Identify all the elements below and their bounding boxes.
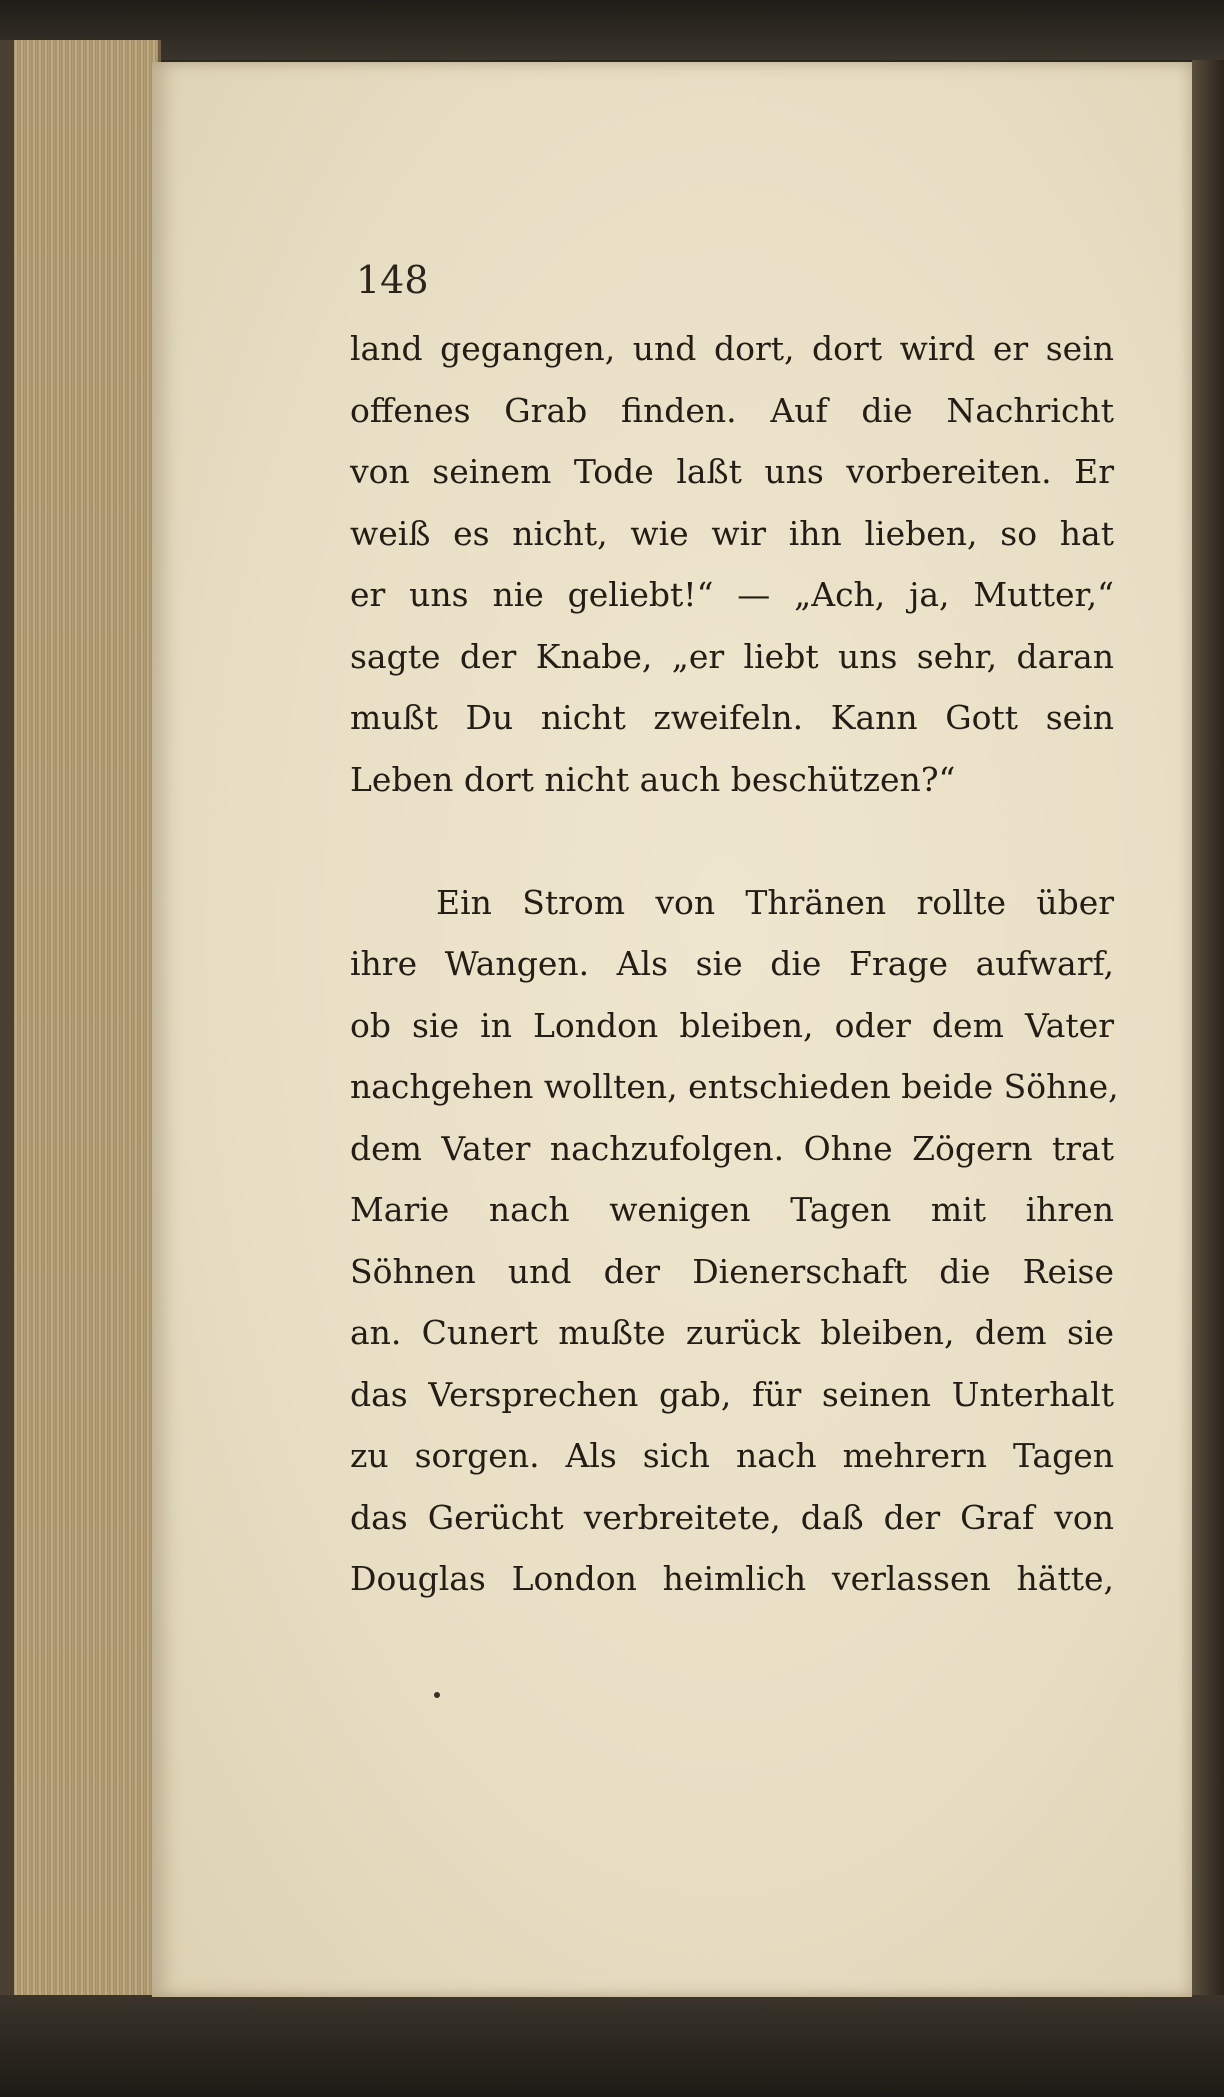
book-cover-bottom: [0, 1995, 1224, 2097]
page-text: [350, 318, 1119, 1610]
book-spine-edge: [0, 40, 14, 2030]
text-line: mußt Du nicht zweifeln. Kann Gott sein: [350, 698, 1114, 737]
text-line: an. Cunert mußte zurück bleiben, dem sie: [350, 1313, 1114, 1352]
text-line: Ein Strom von Thränen rollte über: [436, 882, 1114, 922]
text-line: sagte der Knabe, „er liebt uns sehr, daran: [350, 636, 1114, 676]
text-line: weiß es nicht, wie wir ihn lieben, so hat: [350, 513, 1114, 553]
text-line: ihre Wangen. Als sie die Frage aufwarf,: [350, 944, 1114, 983]
text-line: nachgehen wollten, entschieden beide Söhne,: [350, 1067, 1119, 1106]
text-line: Leben dort nicht auch beschützen?“: [350, 759, 956, 799]
ink-speck: [434, 1692, 440, 1698]
text-line: Söhnen und der Dienerschaft die Reise: [350, 1251, 1114, 1291]
text-line: dem Vater nachzufolgen. Ohne Zögern trat: [350, 1128, 1114, 1168]
text-line: ob sie in London bleiben, oder dem Vater: [350, 1005, 1114, 1045]
text-line: Douglas London heimlich verlassen hätte,: [350, 1559, 1114, 1598]
text-line: land gegangen, und dort, dort wird er sein: [350, 329, 1114, 368]
text-line: von seinem Tode laßt uns vorbereiten. Er: [350, 452, 1114, 491]
text-line: Marie nach wenigen Tagen mit ihren: [350, 1190, 1114, 1229]
text-line: offenes Grab finden. Auf die Nachricht: [350, 390, 1114, 430]
page-block-edges: [0, 40, 161, 2030]
book-cover-top: [0, 0, 1224, 60]
text-line: zu sorgen. Als sich nach mehrern Tagen: [350, 1436, 1114, 1475]
text-line: das Versprechen gab, für seinen Unterhalt: [350, 1374, 1114, 1414]
paragraph-gap: [350, 810, 1114, 872]
text-line: er uns nie geliebt!“ — „Ach, ja, Mutter,“: [350, 575, 1114, 614]
right-cover-edge: [1192, 60, 1224, 2010]
text-line: das Gerücht verbreitete, daß der Graf von: [350, 1497, 1114, 1537]
page-number: 148: [356, 258, 429, 302]
